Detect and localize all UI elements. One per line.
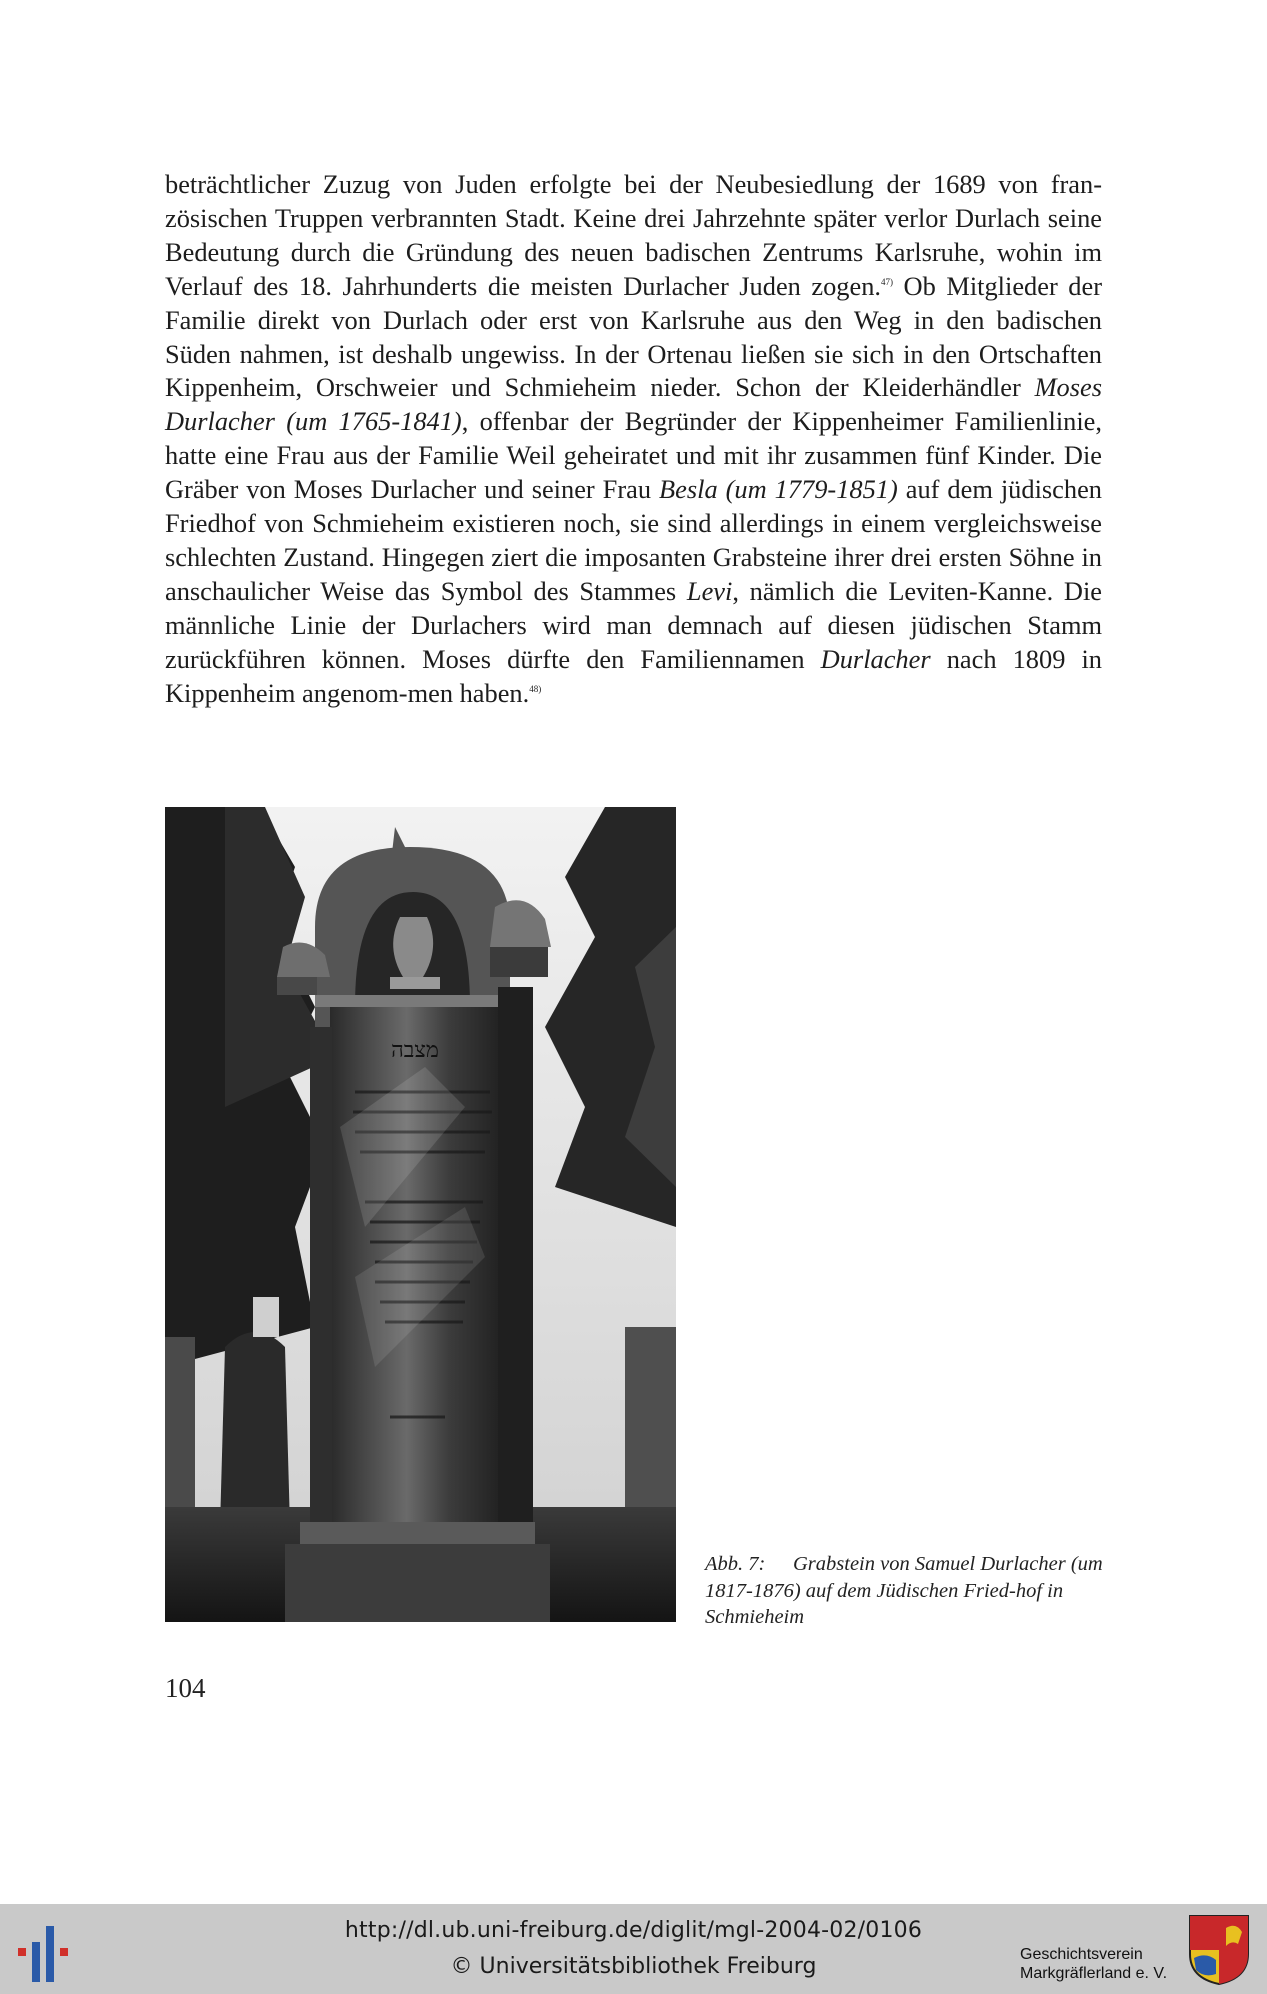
source-url-link[interactable]: http://dl.ub.uni-freiburg.de/diglit/mgl-2004-02/0106 bbox=[344, 1918, 923, 1943]
copyright-text: © Universitätsbibliothek Freiburg bbox=[450, 1954, 817, 1979]
society-line2: Markgräflerland e. V. bbox=[1020, 1965, 1168, 1982]
text-run: , offenbar der Begründer der Kippenheimer Familienlinie, hatte eine Frau aus der Familie Weil geheiratet und mit ihr zusammen fünf Kinder. Die Gräber von Moses Durlacher und seiner Frau bbox=[165, 406, 1102, 505]
figure-label: Abb. 7: bbox=[705, 1553, 766, 1575]
text-run: Ob Mitglieder der Familie direkt von Durlach oder erst von Karlsruhe aus den Weg in den badischen Süden nahmen, ist deshalb ungewiss. In der Ortenau ließen sie sich in den Ortschaften Kippenheim, Orschweier und Schmieheim nieder. Schon der Kleiderhändler bbox=[165, 270, 1102, 403]
text-run: beträchtlicher Zuzug von Juden erfolgte bei der Neubesiedlung der 1689 von fran-zösischen Truppen verbrannten Stadt. Keine drei Jahrzehnte später verlor Durlach seine Bedeutung durch die Gründung des neuen badischen Zentrums Karlsruhe, wohin im Verlauf des 18. Jahrhunderts die meisten Durlacher Juden zogen. bbox=[165, 169, 1102, 301]
footnote-ref-47: 47) bbox=[881, 276, 894, 287]
figure-caption bbox=[705, 1551, 1105, 1631]
body-paragraph bbox=[165, 168, 1102, 711]
stone-heading: מצבה bbox=[391, 1038, 439, 1063]
page-number: 104 bbox=[165, 1673, 206, 1703]
name-levi: Levi bbox=[686, 575, 733, 606]
name-durlacher: Durlacher bbox=[820, 643, 931, 674]
name-besla: Besla (um 1779-1851) bbox=[659, 474, 898, 505]
name-moses-durlacher: Moses Durlacher (um 1765-1841) bbox=[165, 372, 1102, 437]
text-run: , nämlich die Leviten-Kanne. Die männliche Linie der Durlachers wird man demnach auf diesen jüdischen Stamm zurückführen können. Moses dürfte den Familiennamen bbox=[165, 575, 1102, 674]
text-run: auf dem jüdischen Friedhof von Schmieheim existieren noch, sie sind allerdings in einem vergleichsweise schlechten Zustand. Hingegen ziert die imposanten Grabsteine ihrer drei ersten Söhne in anschaulicher Weise das Symbol des Stammes bbox=[165, 474, 1102, 606]
gravestone-photo bbox=[165, 807, 676, 1622]
society-line1: Geschichtsverein bbox=[1020, 1946, 1143, 1963]
text-run: nach 1809 in Kippenheim angenom-men haben. bbox=[165, 643, 1102, 708]
coat-of-arms-icon bbox=[1188, 1914, 1250, 1986]
caption-text: Grabstein von Samuel Durlacher (um 1817-1876) auf dem Jüdischen Fried-hof in Schmieheim bbox=[705, 1553, 1103, 1628]
footer-bar bbox=[0, 1904, 1267, 1994]
footnote-ref-48: 48) bbox=[529, 683, 542, 694]
gravestone-illustration bbox=[165, 807, 676, 1622]
paragraph-text bbox=[165, 168, 1102, 711]
society-name bbox=[1020, 1945, 1190, 1983]
